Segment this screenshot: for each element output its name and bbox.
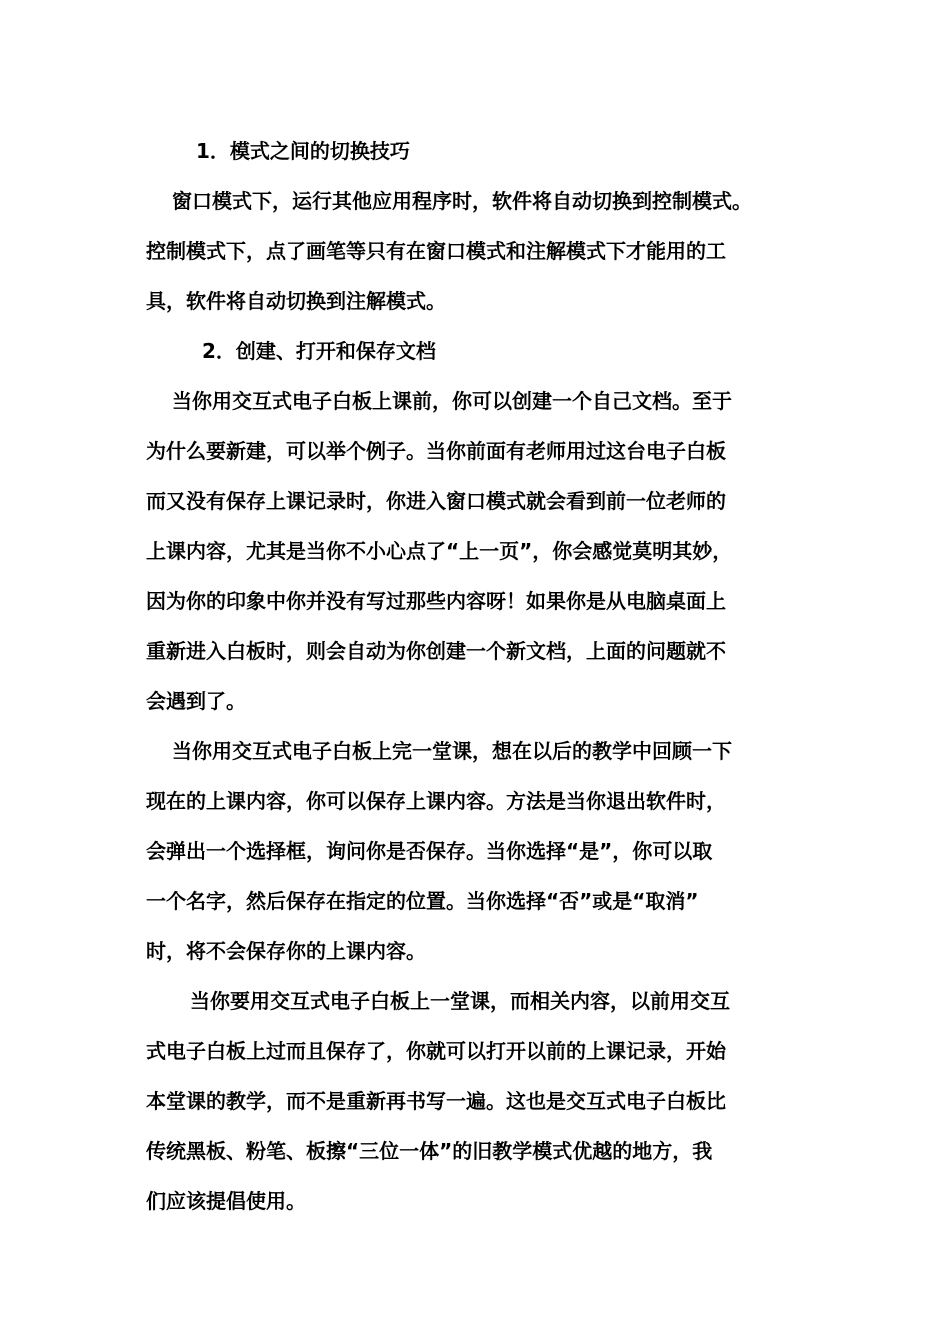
paragraph-line: 具，软件将自动切换到注解模式。 — [146, 289, 446, 313]
paragraph-line: 本堂课的教学，而不是重新再书写一遍。这也是交互式电子白板比 — [146, 1089, 726, 1113]
paragraph-line: 而又没有保存上课记录时，你进入窗口模式就会看到前一位老师的 — [146, 489, 726, 513]
paragraph-line: 式电子白板上过而且保存了，你就可以打开以前的上课记录，开始 — [146, 1039, 726, 1063]
paragraph-line: 们应该提倡使用。 — [146, 1189, 306, 1213]
paragraph-line: 控制模式下，点了画笔等只有在窗口模式和注解模式下才能用的工 — [146, 239, 726, 263]
paragraph-line: 时，将不会保存你的上课内容。 — [146, 939, 426, 963]
paragraph-line: 因为你的印象中你并没有写过那些内容呀！如果你是从电脑桌面上 — [146, 589, 726, 613]
paragraph-line: 上课内容，尤其是当你不小心点了“上一页”，你会感觉莫明其妙， — [146, 539, 733, 563]
section-heading-create-open-save: 2．创建、打开和保存文档 — [202, 339, 436, 363]
paragraph-line: 会弹出一个选择框，询问你是否保存。当你选择“是”，你可以取 — [146, 839, 713, 863]
paragraph-line: 传统黑板、粉笔、板擦“三位一体”的旧教学模式优越的地方，我 — [146, 1139, 713, 1163]
paragraph-line: 一个名字，然后保存在指定的位置。当你选择“否”或是“取消” — [146, 889, 699, 913]
paragraph-line: 当你要用交互式电子白板上一堂课，而相关内容，以前用交互 — [190, 989, 730, 1013]
paragraph-line: 现在的上课内容，你可以保存上课内容。方法是当你退出软件时， — [146, 789, 726, 813]
paragraph-line: 会遇到了。 — [146, 689, 246, 713]
paragraph-line: 为什么要新建，可以举个例子。当你前面有老师用过这台电子白板 — [146, 439, 726, 463]
section-heading-mode-switching: 1．模式之间的切换技巧 — [196, 139, 410, 163]
paragraph-line: 当你用交互式电子白板上完一堂课，想在以后的教学中回顾一下 — [172, 739, 732, 763]
paragraph-line: 当你用交互式电子白板上课前，你可以创建一个自己文档。至于 — [172, 389, 732, 413]
paragraph-line: 窗口模式下，运行其他应用程序时，软件将自动切换到控制模式。 — [172, 189, 752, 213]
paragraph-line: 重新进入白板时，则会自动为你创建一个新文档，上面的问题就不 — [146, 639, 726, 663]
